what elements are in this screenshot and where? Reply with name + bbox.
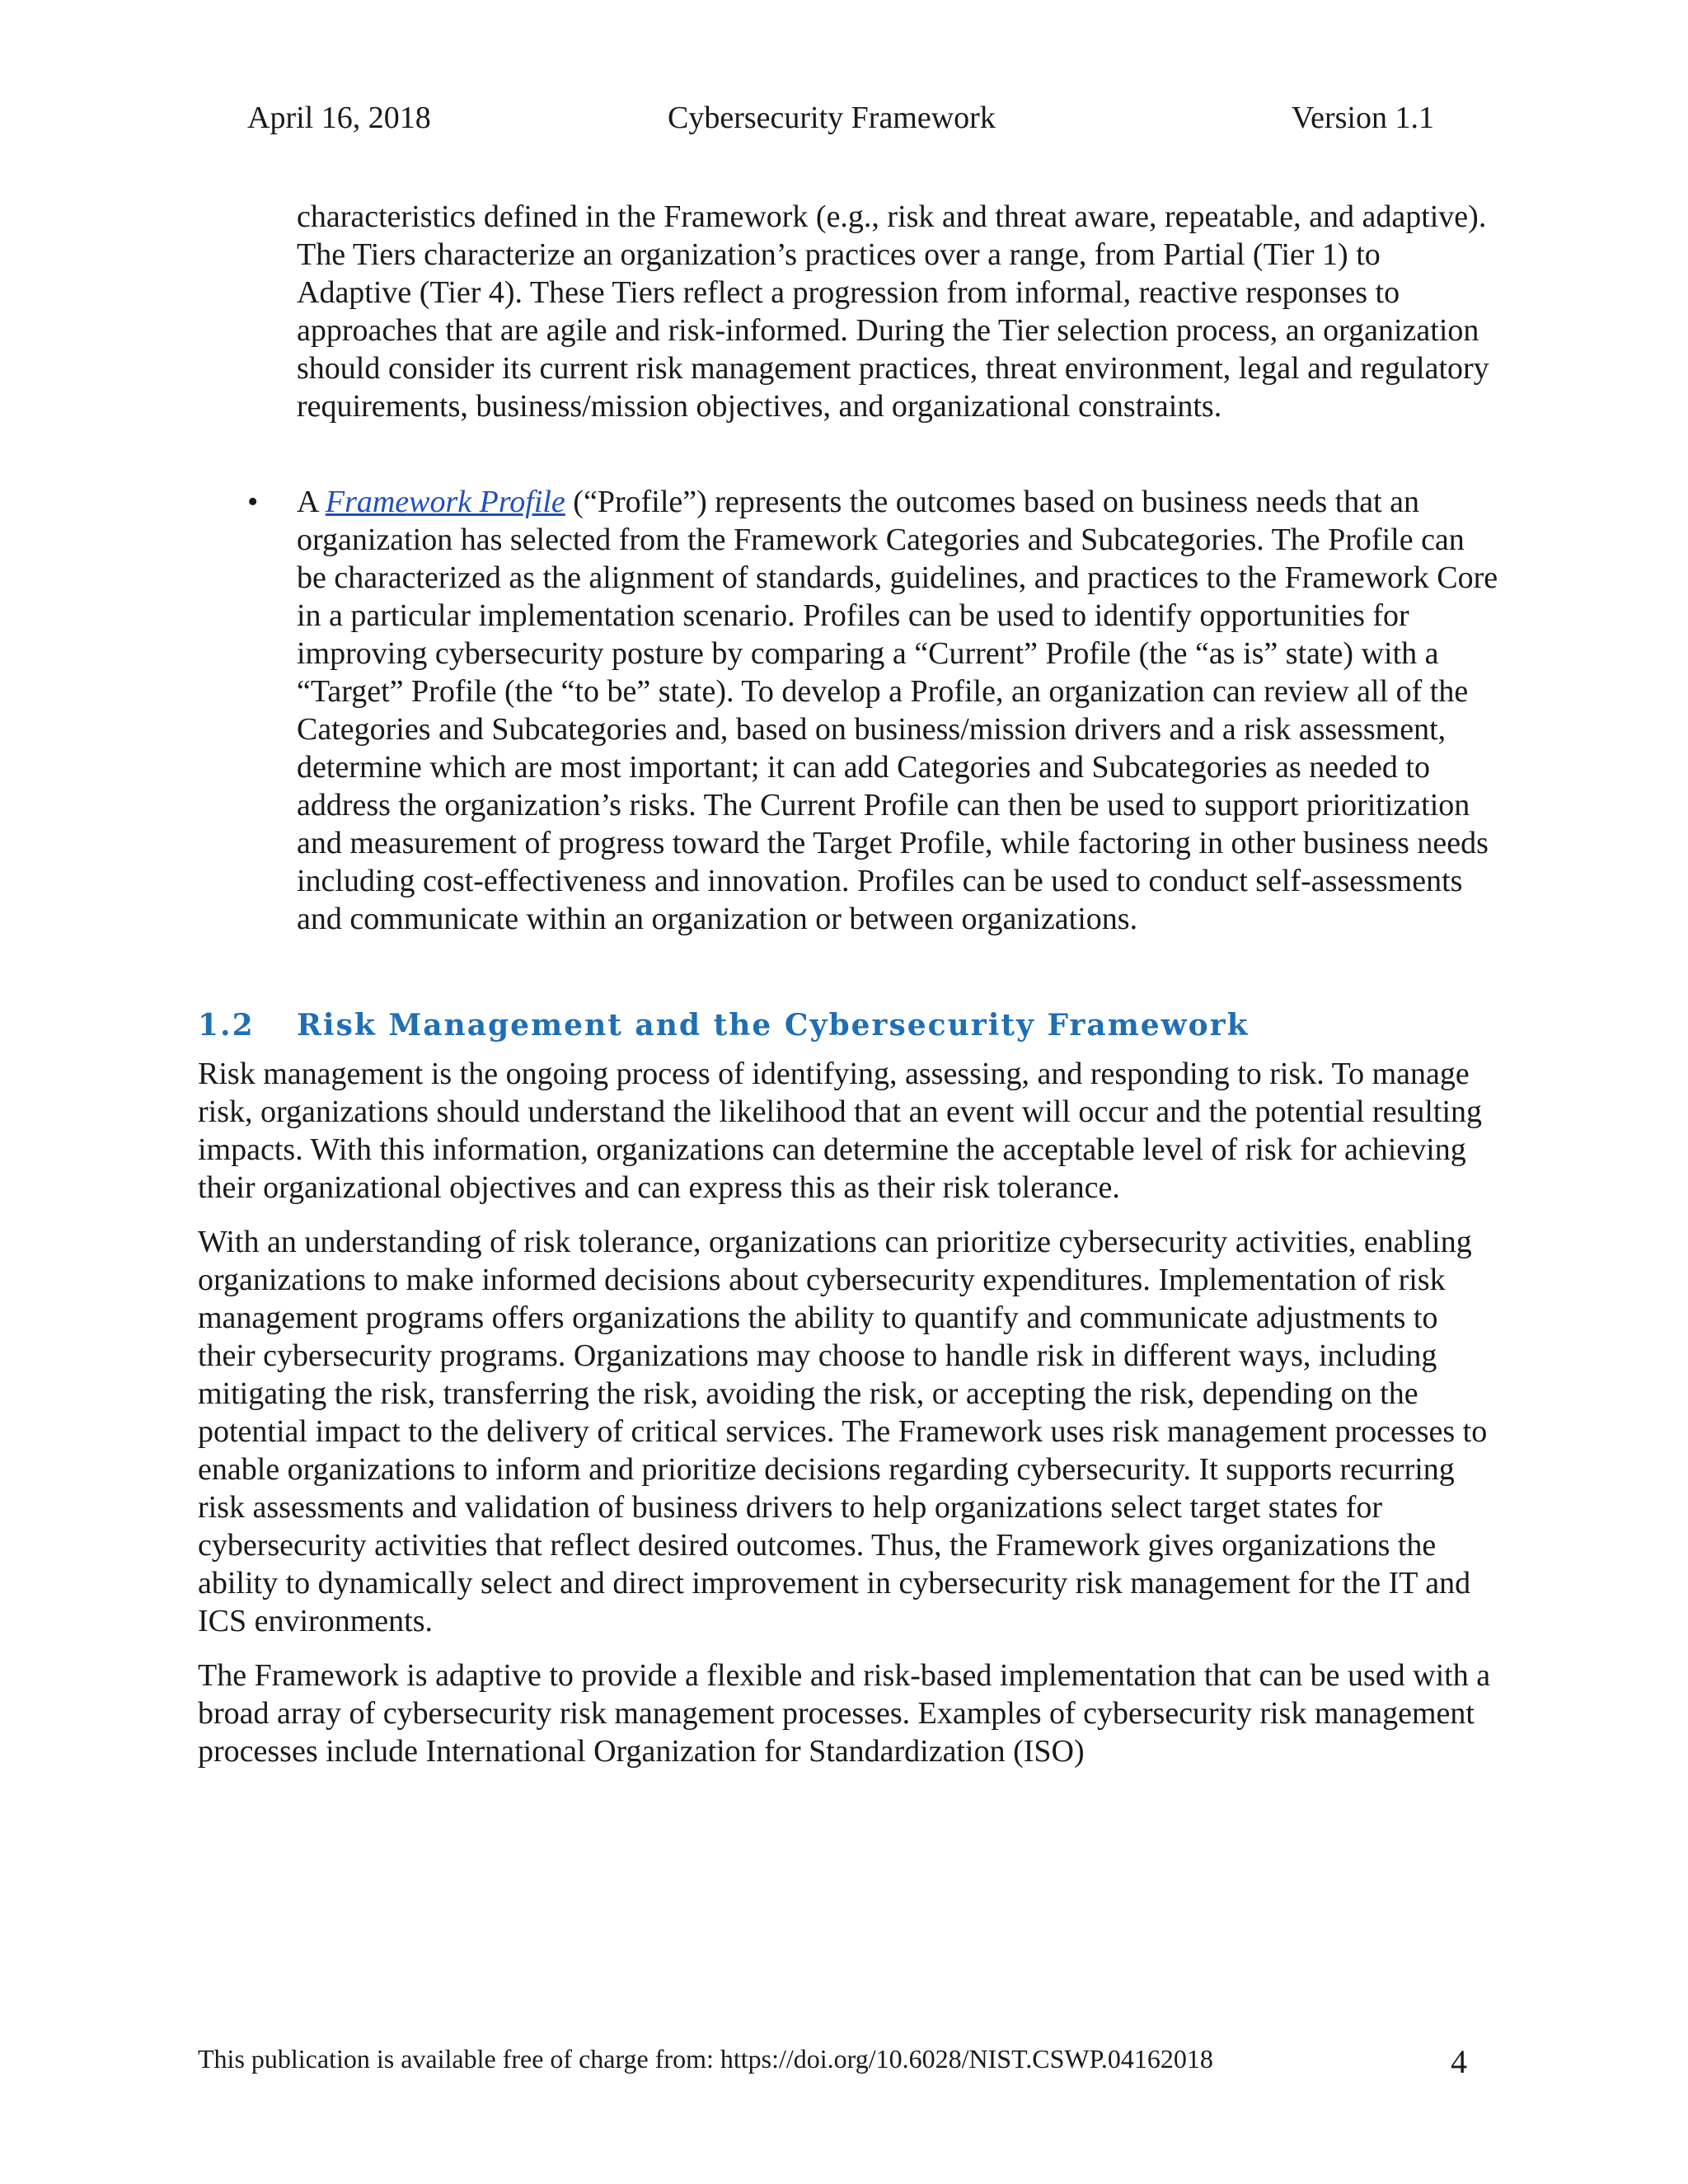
page-number: 4 bbox=[1451, 2043, 1467, 2080]
framework-profile-link[interactable]: Framework Profile bbox=[325, 485, 565, 519]
section-heading bbox=[198, 1007, 1500, 1043]
header-title: Cybersecurity Framework bbox=[668, 101, 996, 135]
body-paragraphs bbox=[198, 1055, 1500, 1787]
bullet-item-profile bbox=[247, 483, 1500, 938]
bullet-dot: • bbox=[247, 485, 259, 519]
header-date: April 16, 2018 bbox=[247, 101, 431, 135]
bullet-continuation: characteristics defined in the Framework (e.g., risk and threat aware, repeatable, and adaptive). The Tiers characterize an organization’s practices over a range, from Partial (Tier 1) to Adaptive (Tier 4). These Tiers reflect a progression from informal, reactive responses to approaches that are agile and risk-informed. During the Tier selection process, an organization should consider its current risk management practices, threat environment, legal and regulatory requirements, business/mission objectives, and organizational constraints. bbox=[297, 199, 1489, 424]
paragraph-risk-management: Risk management is the ongoing process of identifying, assessing, and responding to risk. To manage risk, organizations should understand the likelihood that an event will occur and the potential resulting impacts. With this information, organizations can determine the acceptable level of risk for achieving their organizational objectives and can express this as their risk tolerance. bbox=[198, 1057, 1482, 1205]
bullet-text bbox=[297, 483, 1500, 938]
section-number: 1.2 bbox=[198, 1008, 255, 1043]
page-header bbox=[247, 97, 1434, 138]
bullet-body: (“Profile”) represents the outcomes based on business needs that an organization has selected from the Framework Categories and Subcategories. The Profile can be characterized as the alignment of standards, guidelines, and practices to the Framework Core in a particular implementation scenario. Profiles can be used to identify opportunities for improving cybersecurity posture by comparing a “Current” Profile (the “as is” state) with a “Target” Profile (the “to be” state). To develop a Profile, an organization can review all of the Categories and Subcategories and, based on business/mission drivers and a risk assessment, determine which are most important; it can add Categories and Subcategories as needed to address the organization’s risks. The Current Profile can then be used to support prioritization and measurement of progress toward the Target Profile, while factoring in other business needs including cost-effectiveness and innovation. Profiles can be used to conduct self-assessments and communicate within an organization or between organizations. bbox=[297, 485, 1498, 936]
footer-text: This publication is available free of charge from: https://doi.org/10.6028/NIST.CSWP.04162018 bbox=[198, 2044, 1213, 2074]
bullet-prefix: A bbox=[297, 485, 326, 519]
paragraph-framework-adaptive: The Framework is adaptive to provide a flexible and risk-based implementation that can be used with a broad array of cybersecurity risk management processes. Examples of cybersecurity risk management processes include International Organization for Standardization (ISO) bbox=[198, 1658, 1491, 1769]
paragraph-risk-tolerance: With an understanding of risk tolerance, organizations can prioritize cybersecurity activities, enabling organizations to make informed decisions about cybersecurity expenditures. Implementation of risk management programs offers organizations the ability to quantify and communicate adjustments to their cybersecurity programs. Organizations may choose to handle risk in different ways, including mitigating the risk, transferring the risk, avoiding the risk, or accepting the risk, depending on the potential impact to the delivery of critical services. The Framework uses risk management processes to enable organizations to inform and prioritize decisions regarding cybersecurity. It supports recurring risk assessments and validation of business drivers to help organizations select target states for cybersecurity activities that reflect desired outcomes. Thus, the Framework gives organizations the ability to dynamically select and direct improvement in cybersecurity risk management for the IT and ICS environments. bbox=[198, 1225, 1488, 1638]
section-title: Risk Management and the Cybersecurity Framework bbox=[297, 1008, 1250, 1043]
header-version: Version 1.1 bbox=[1291, 101, 1434, 135]
